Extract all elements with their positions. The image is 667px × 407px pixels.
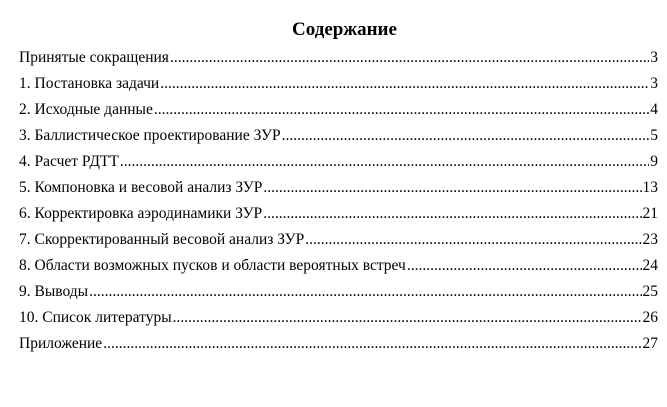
- toc-entry-page: 24: [642, 257, 658, 274]
- toc-entry-page: 5: [650, 127, 658, 144]
- toc-entry-label: 4. Расчет РДТТ: [19, 153, 119, 170]
- toc-entry-page: 25: [642, 283, 658, 300]
- toc-entry-label: 8. Области возможных пусков и области вероятных встреч: [19, 257, 406, 274]
- toc-entry-label: 1. Постановка задачи: [19, 75, 160, 92]
- toc-entry-label: 7. Скорректированный весовой анализ ЗУР: [19, 231, 305, 248]
- dot-leader: [282, 123, 650, 149]
- toc-entry[interactable]: [19, 201, 658, 227]
- toc-entry[interactable]: [19, 71, 658, 97]
- toc-entry-page: 13: [642, 179, 658, 196]
- dot-leader: [154, 97, 649, 123]
- toc-entry[interactable]: [19, 331, 658, 357]
- toc-entry-label: 2. Исходные данные: [19, 101, 153, 118]
- toc-entry-label: 10. Список литературы: [19, 309, 172, 326]
- toc-entry[interactable]: [19, 97, 658, 123]
- toc-entry[interactable]: [19, 253, 658, 279]
- toc-entry[interactable]: [19, 227, 658, 253]
- toc-entry-label: 6. Корректировка аэродинамики ЗУР: [19, 205, 263, 222]
- toc-entry[interactable]: [19, 45, 658, 71]
- dot-leader: [263, 201, 641, 227]
- toc-entry-label: 5. Компоновка и весовой анализ ЗУР: [19, 179, 263, 196]
- dot-leader: [263, 175, 641, 201]
- toc-entry-page: 27: [642, 335, 658, 352]
- toc-entry[interactable]: [19, 279, 658, 305]
- toc-entry-page: 26: [642, 309, 658, 326]
- toc-entry[interactable]: [19, 149, 658, 175]
- toc-entry-page: 9: [650, 153, 658, 170]
- toc-entry-label: Приложение: [19, 335, 103, 352]
- toc-entry[interactable]: [19, 175, 658, 201]
- toc-entry-page: 23: [642, 231, 658, 248]
- toc-entry-label: 3. Баллистическое проектирование ЗУР: [19, 127, 281, 144]
- toc-entry[interactable]: [19, 305, 658, 331]
- dot-leader: [173, 305, 642, 331]
- toc-entry-page: 4: [650, 101, 658, 118]
- toc-entry-page: 21: [642, 205, 658, 222]
- toc-entry-page: 3: [650, 75, 658, 92]
- dot-leader: [89, 279, 641, 305]
- dot-leader: [103, 331, 641, 357]
- toc-entry[interactable]: [19, 123, 658, 149]
- toc-title: Содержание: [292, 19, 397, 40]
- dot-leader: [170, 45, 649, 71]
- dot-leader: [120, 149, 649, 175]
- toc-entry-label: 9. Выводы: [19, 283, 89, 300]
- dot-leader: [305, 227, 641, 253]
- toc-list: [19, 45, 658, 357]
- toc-entry-page: 3: [650, 49, 658, 66]
- dot-leader: [407, 253, 642, 279]
- toc-entry-label: Принятые сокращения: [19, 49, 169, 66]
- dot-leader: [160, 71, 649, 97]
